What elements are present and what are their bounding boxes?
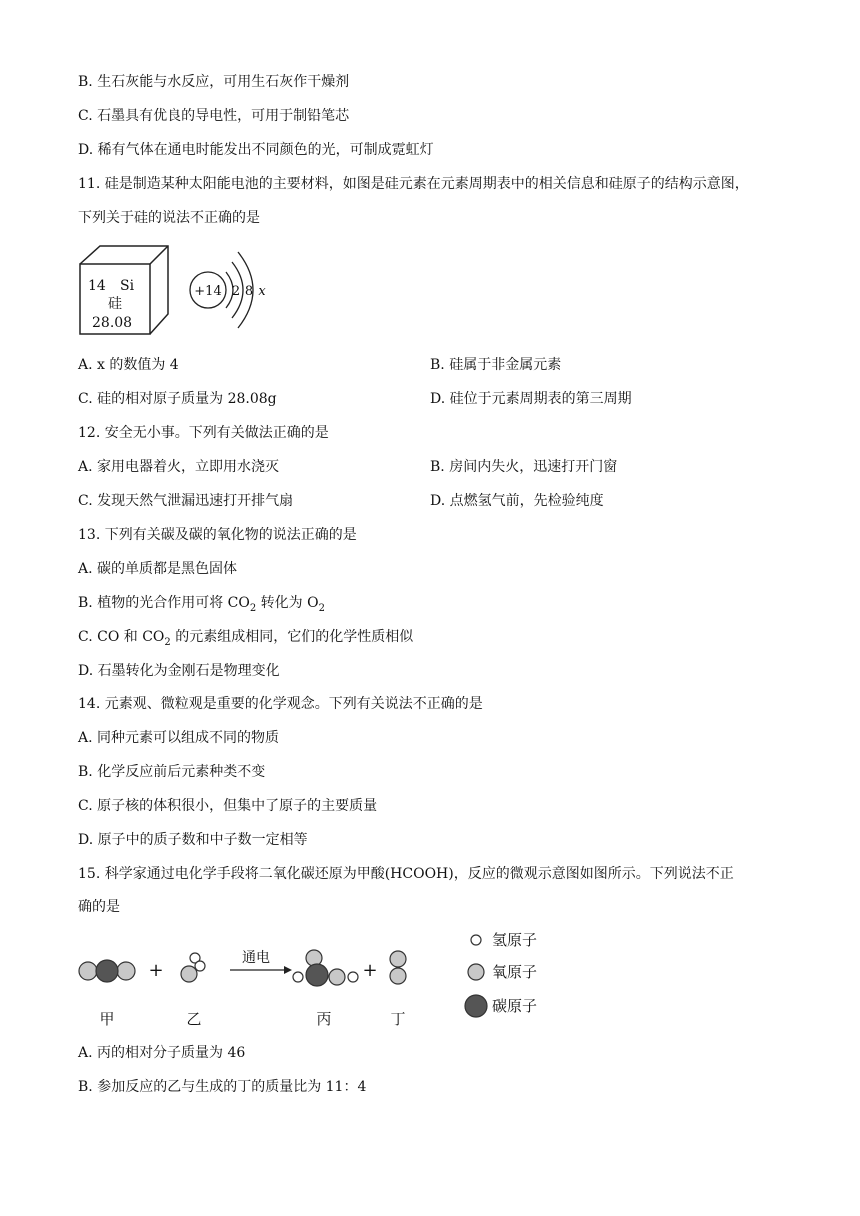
q13-option-d: D. 石墨转化为金刚石是物理变化	[78, 663, 280, 679]
q15-option-a: A. 丙的相对分子质量为 46	[78, 1045, 246, 1061]
q15-stem-line2: 确的是	[78, 899, 120, 915]
q13-stem: 13. 下列有关碳及碳的氧化物的说法正确的是	[78, 527, 357, 543]
shell-3-electrons: x	[258, 284, 266, 299]
q15-stem-line1: 15. 科学家通过电化学手段将二氧化碳还原为甲酸(HCOOH)，反应的微观示意图如图所示。下列说法不正	[78, 866, 734, 882]
q11-option-a: A. x 的数值为 4	[78, 357, 179, 373]
q12-option-d: D. 点燃氢气前，先检验纯度	[430, 493, 604, 509]
q12-option-b: B. 房间内失火，迅速打开门窗	[430, 459, 618, 475]
molecule-bing	[293, 950, 358, 986]
reaction-arrow-icon	[230, 966, 292, 974]
legend-oxygen-symbol	[468, 964, 484, 980]
silicon-element-card	[78, 244, 174, 336]
element-name: 硅	[108, 296, 122, 312]
legend-oxygen-label: 氧原子	[492, 963, 538, 981]
label-jia: 甲	[99, 1010, 115, 1028]
shell-2-electrons: 8	[244, 284, 254, 299]
q14-option-d: D. 原子中的质子数和中子数一定相等	[78, 832, 308, 848]
q12-option-a: A. 家用电器着火，立即用水浇灭	[78, 459, 280, 475]
q14-option-c: C. 原子核的体积很小，但集中了原子的主要质量	[78, 798, 378, 814]
q14-option-a: A. 同种元素可以组成不同的物质	[78, 730, 280, 746]
q10-option-d: D. 稀有气体在通电时能发出不同颜色的光，可制成霓虹灯	[78, 142, 434, 158]
shell-1-electrons: 2	[231, 284, 241, 299]
molecule-yi	[181, 953, 205, 982]
q11-stem-line1: 11. 硅是制造某种太阳能电池的主要材料，如图是硅元素在元素周期表中的相关信息和硅原子的结构示意图，	[78, 176, 749, 192]
q11-option-d: D. 硅位于元素周期表的第三周期	[430, 391, 632, 407]
arrow-condition-label: 通电	[242, 950, 270, 966]
label-yi: 乙	[186, 1010, 202, 1028]
q13-option-c: C. CO 和 $CO_2$ 的元素组成相同，它们的化学性质相似	[78, 629, 414, 648]
q10-option-c: C. 石墨具有优良的导电性，可用于制铅笔芯	[78, 108, 350, 124]
molecule-jia	[79, 960, 135, 982]
q12-option-c: C. 发现天然气泄漏迅速打开排气扇	[78, 493, 294, 509]
reaction-microscopic-diagram	[70, 924, 560, 1036]
element-mass: 28.08	[92, 315, 133, 331]
molecule-ding	[390, 951, 406, 984]
label-bing: 丙	[316, 1010, 332, 1028]
element-symbol: Si	[120, 278, 135, 294]
plus-sign-2: +	[362, 960, 378, 981]
q15-option-b: B. 参加反应的乙与生成的丁的质量比为 11：4	[78, 1079, 367, 1095]
q13-option-b: B. 植物的光合作用可将 $CO_2$ 转化为 $O_2$	[78, 595, 325, 614]
plus-sign-1: +	[148, 960, 164, 981]
legend-carbon-label: 碳原子	[492, 997, 538, 1015]
q11-stem-line2: 下列关于硅的说法不正确的是	[78, 210, 260, 226]
q14-option-b: B. 化学反应前后元素种类不变	[78, 764, 266, 780]
q11-option-c: C. 硅的相对原子质量为 28.08g	[78, 391, 277, 407]
label-ding: 丁	[390, 1010, 406, 1028]
legend-hydrogen-symbol	[471, 935, 481, 945]
legend-carbon-symbol	[465, 995, 487, 1017]
nucleus-charge: +14	[194, 284, 222, 299]
legend-hydrogen-label: 氢原子	[492, 931, 538, 949]
q13-option-a: A. 碳的单质都是黑色固体	[78, 561, 238, 577]
silicon-atom-structure-diagram	[186, 246, 276, 336]
element-atomic-number: 14	[88, 278, 106, 294]
q10-option-b: B. 生石灰能与水反应，可用生石灰作干燥剂	[78, 74, 350, 90]
q12-stem: 12. 安全无小事。下列有关做法正确的是	[78, 425, 329, 441]
q14-stem: 14. 元素观、微粒观是重要的化学观念。下列有关说法不正确的是	[78, 696, 483, 712]
q11-option-b: B. 硅属于非金属元素	[430, 357, 562, 373]
